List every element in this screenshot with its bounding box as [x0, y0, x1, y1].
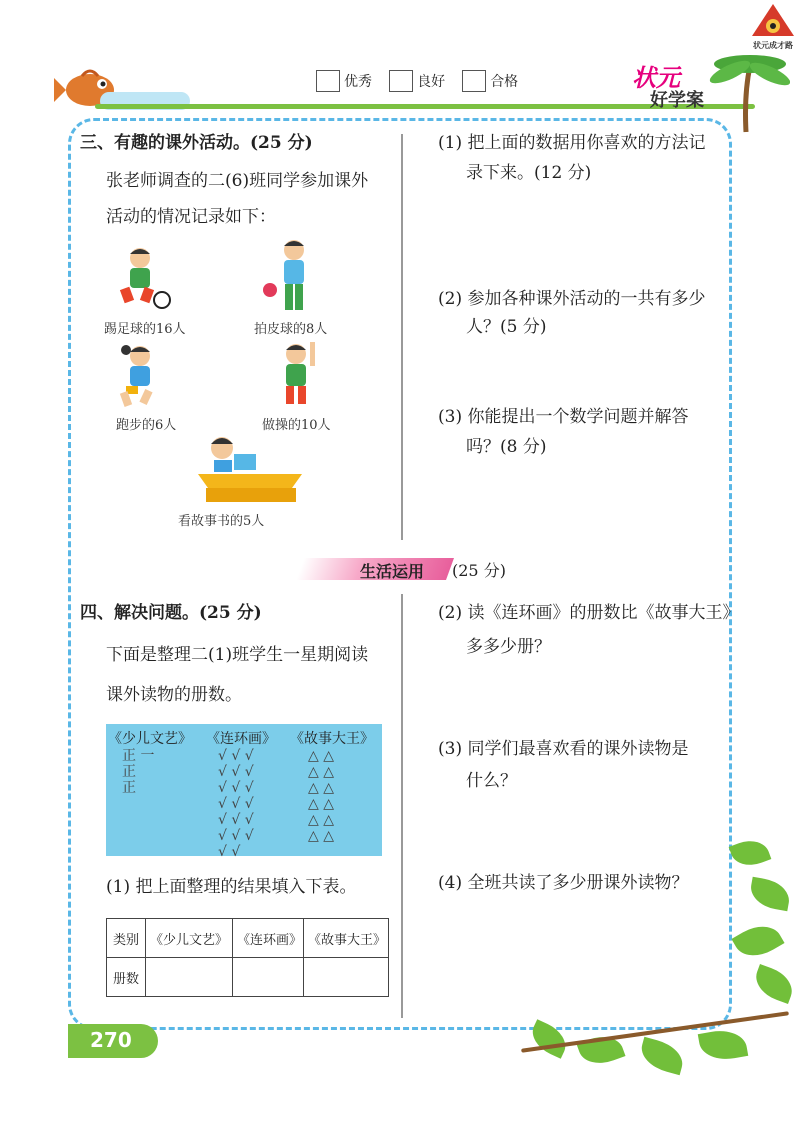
exercise-child-illustration [270, 340, 324, 414]
s4-q3-line2: 什么？ [466, 771, 517, 791]
table-header-cell: 《故事大王》 [304, 919, 389, 958]
corner-logo-text: 状元成才路 [753, 41, 793, 50]
tally-mark: △ △ [308, 828, 334, 844]
section4-intro-line2: 课外读物的册数。 [106, 685, 242, 705]
answer-area-s3-q1[interactable] [438, 194, 718, 276]
tally-col-stories [308, 748, 334, 844]
rating-label-pass: 合格 [490, 74, 519, 90]
tally-mark: √ √ √ [218, 780, 254, 796]
table-row-label: 册数 [107, 958, 146, 997]
leaf-icon [748, 877, 792, 912]
tally-header-stories: 《故事大王》 [290, 731, 374, 747]
table-header-cell: 类别 [107, 919, 146, 958]
page-number-tab [68, 1024, 158, 1058]
running-child-illustration [112, 344, 166, 412]
s4-q2-line2: 多多少册？ [466, 637, 551, 657]
leaf-icon [698, 1026, 749, 1064]
brand-top: 状元 [632, 64, 680, 92]
tally-mark: △ △ [308, 796, 334, 812]
s3-q1-line1: (1) 把上面的数据用你喜欢的方法记 [438, 133, 706, 153]
tally-mark: 正 [122, 780, 136, 796]
flame-logo-icon [748, 2, 798, 38]
divider-score: (25 分) [452, 561, 506, 580]
s4-q1: (1) 把上面整理的结果填入下表。 [106, 877, 357, 897]
answer-area-s4-q2[interactable] [438, 668, 718, 728]
corner-logo [748, 2, 798, 50]
table-header-cell: 《连环画》 [233, 919, 304, 958]
s4-q4: (4) 全班共读了多少册课外读物？ [438, 873, 689, 893]
leaf-icon [637, 1037, 687, 1075]
tally-header-comics: 《连环画》 [206, 731, 276, 747]
tally-mark: √ √ √ [218, 828, 254, 844]
answer-cell-comics[interactable] [233, 958, 304, 997]
tally-mark: √ √ √ [218, 796, 254, 812]
soccer-child-illustration [108, 246, 172, 314]
tally-mark: △ △ [308, 764, 334, 780]
tally-mark: √ √ [218, 844, 241, 860]
s3-q1-line2: 录下来。(12 分) [466, 163, 592, 183]
tally-mark: △ △ [308, 812, 334, 828]
section3-intro-line1: 张老师调查的二(6)班同学参加课外 [106, 171, 369, 191]
s4-q3-line1: (3) 同学们最喜欢看的课外读物是 [438, 739, 689, 759]
caption-running: 跑步的6人 [116, 418, 177, 433]
section3-title: 三、有趣的课外活动。(25 分) [80, 133, 313, 153]
ball-child-illustration [262, 238, 322, 318]
leaves-decoration [500, 830, 800, 1090]
tally-mark: △ △ [308, 780, 334, 796]
column-divider-top [401, 134, 403, 540]
leaf-icon [526, 1019, 571, 1059]
column-divider-bottom [401, 594, 403, 1018]
tally-col-comics [218, 748, 254, 860]
answer-cell-stories[interactable] [304, 958, 389, 997]
tally-col-children-lit [122, 748, 154, 796]
s3-q3-line2: 吗？(8 分) [466, 437, 547, 457]
rating-checkbox-good[interactable] [389, 70, 413, 92]
tally-mark: 正 [122, 764, 136, 780]
section4-intro-line1: 下面是整理二(1)班学生一星期阅读 [106, 645, 369, 665]
leaf-icon [731, 917, 784, 965]
brand-bottom: 好学案 [650, 90, 704, 111]
rating-label-excellent: 优秀 [344, 74, 372, 90]
tally-mark: √ √ √ [218, 812, 254, 828]
rating-label-good: 良好 [417, 74, 446, 90]
section4-title: 四、解决问题。(25 分) [80, 603, 262, 623]
page-number: 270 [90, 1028, 132, 1052]
section3-intro-line2: 活动的情况记录如下： [106, 207, 276, 227]
tally-mark: △ △ [308, 748, 334, 764]
table-row [107, 958, 389, 997]
caption-soccer: 踢足球的16人 [104, 322, 186, 337]
answer-area-s3-q2[interactable] [438, 346, 718, 396]
s3-q2-line2: 人？(5 分) [466, 317, 547, 337]
record-table [106, 918, 389, 997]
rating-checkbox-pass[interactable] [462, 70, 486, 92]
s3-q3-line1: (3) 你能提出一个数学问题并解答 [438, 407, 689, 427]
tally-header-children-lit: 《少儿文艺》 [108, 731, 192, 747]
caption-exercise: 做操的10人 [262, 418, 331, 433]
table-header-cell: 《少儿文艺》 [146, 919, 233, 958]
leaf-icon [750, 964, 797, 1004]
reading-child-illustration [192, 434, 308, 510]
rating-bar [316, 70, 530, 92]
tally-mark: 正 一 [122, 748, 155, 764]
tally-mark: √ √ √ [218, 748, 254, 764]
caption-ball: 拍皮球的8人 [254, 322, 328, 337]
leaf-icon [729, 835, 772, 872]
caption-reading: 看故事书的5人 [178, 514, 265, 529]
s4-q2-line1: (2) 读《连环画》的册数比《故事大王》 [438, 603, 740, 623]
answer-cell-children-lit[interactable] [146, 958, 233, 997]
divider-label: 生活运用 [360, 562, 425, 581]
tally-mark: √ √ √ [218, 764, 254, 780]
answer-area-s3-q3[interactable] [438, 466, 718, 538]
rating-checkbox-excellent[interactable] [316, 70, 340, 92]
s3-q2-line1: (2) 参加各种课外活动的一共有多少 [438, 289, 706, 309]
table-header-row [107, 919, 389, 958]
